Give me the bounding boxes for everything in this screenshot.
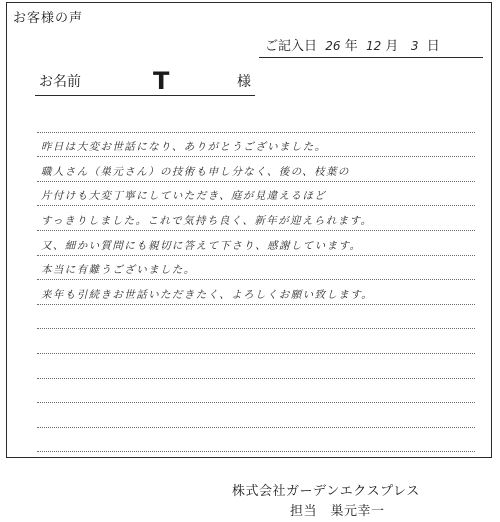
- message-line: [37, 231, 475, 256]
- name-suffix: 様: [237, 74, 251, 90]
- message-line: [37, 206, 475, 231]
- testimonial-card: [6, 2, 492, 458]
- message-line-text: 職人さん（巣元さん）の技術も申し分なく、後の、枝葉の: [41, 165, 350, 178]
- date-day-unit: 日: [426, 39, 440, 54]
- date-month: 12: [365, 39, 382, 53]
- message-line: [37, 403, 475, 428]
- message-line: [37, 256, 475, 281]
- message-line: [37, 305, 475, 330]
- message-line-text: 本当に有難うございました。: [41, 264, 196, 277]
- message-line-text: 又、細かい質問にも親切に答えて下さり、感謝しています。: [41, 239, 362, 252]
- message-line: [37, 354, 475, 379]
- message-line: [37, 182, 475, 207]
- message-line: [37, 133, 475, 158]
- card-title: お客様の声: [13, 11, 84, 26]
- message-line: [37, 379, 475, 404]
- date-year: 26: [325, 39, 341, 53]
- message-line-text: 昨日は大変お世話になり、ありがとうございました。: [41, 141, 327, 154]
- name-label: お名前: [39, 74, 81, 90]
- name-field: [35, 69, 255, 96]
- message-line: [37, 329, 475, 354]
- date-label: ご記入日: [265, 39, 318, 54]
- date-day: 3: [410, 39, 419, 53]
- message-area: [37, 108, 475, 452]
- date-year-unit: 年: [344, 39, 358, 54]
- message-line-text: 片付けも大変丁寧にしていただき、庭が見違えるほど: [41, 190, 327, 203]
- message-line-text: すっきりしました。これで気持ち良く、新年が迎えられます。: [41, 214, 373, 227]
- company-name: 株式会社ガーデンエクスプレス: [232, 484, 420, 499]
- date-month-unit: 月: [385, 39, 399, 54]
- staff-name: 担当 巣元幸一: [290, 504, 385, 519]
- message-line: [37, 428, 475, 453]
- footer: [232, 482, 420, 522]
- date-text: [265, 35, 440, 54]
- message-line: [37, 108, 475, 133]
- name-value: T: [153, 67, 170, 95]
- date-field: [259, 33, 483, 58]
- message-line: [37, 157, 475, 182]
- message-line-text: 来年も引続きお世話いただきたく、よろしくお願い致します。: [41, 288, 374, 301]
- message-line: [37, 280, 475, 305]
